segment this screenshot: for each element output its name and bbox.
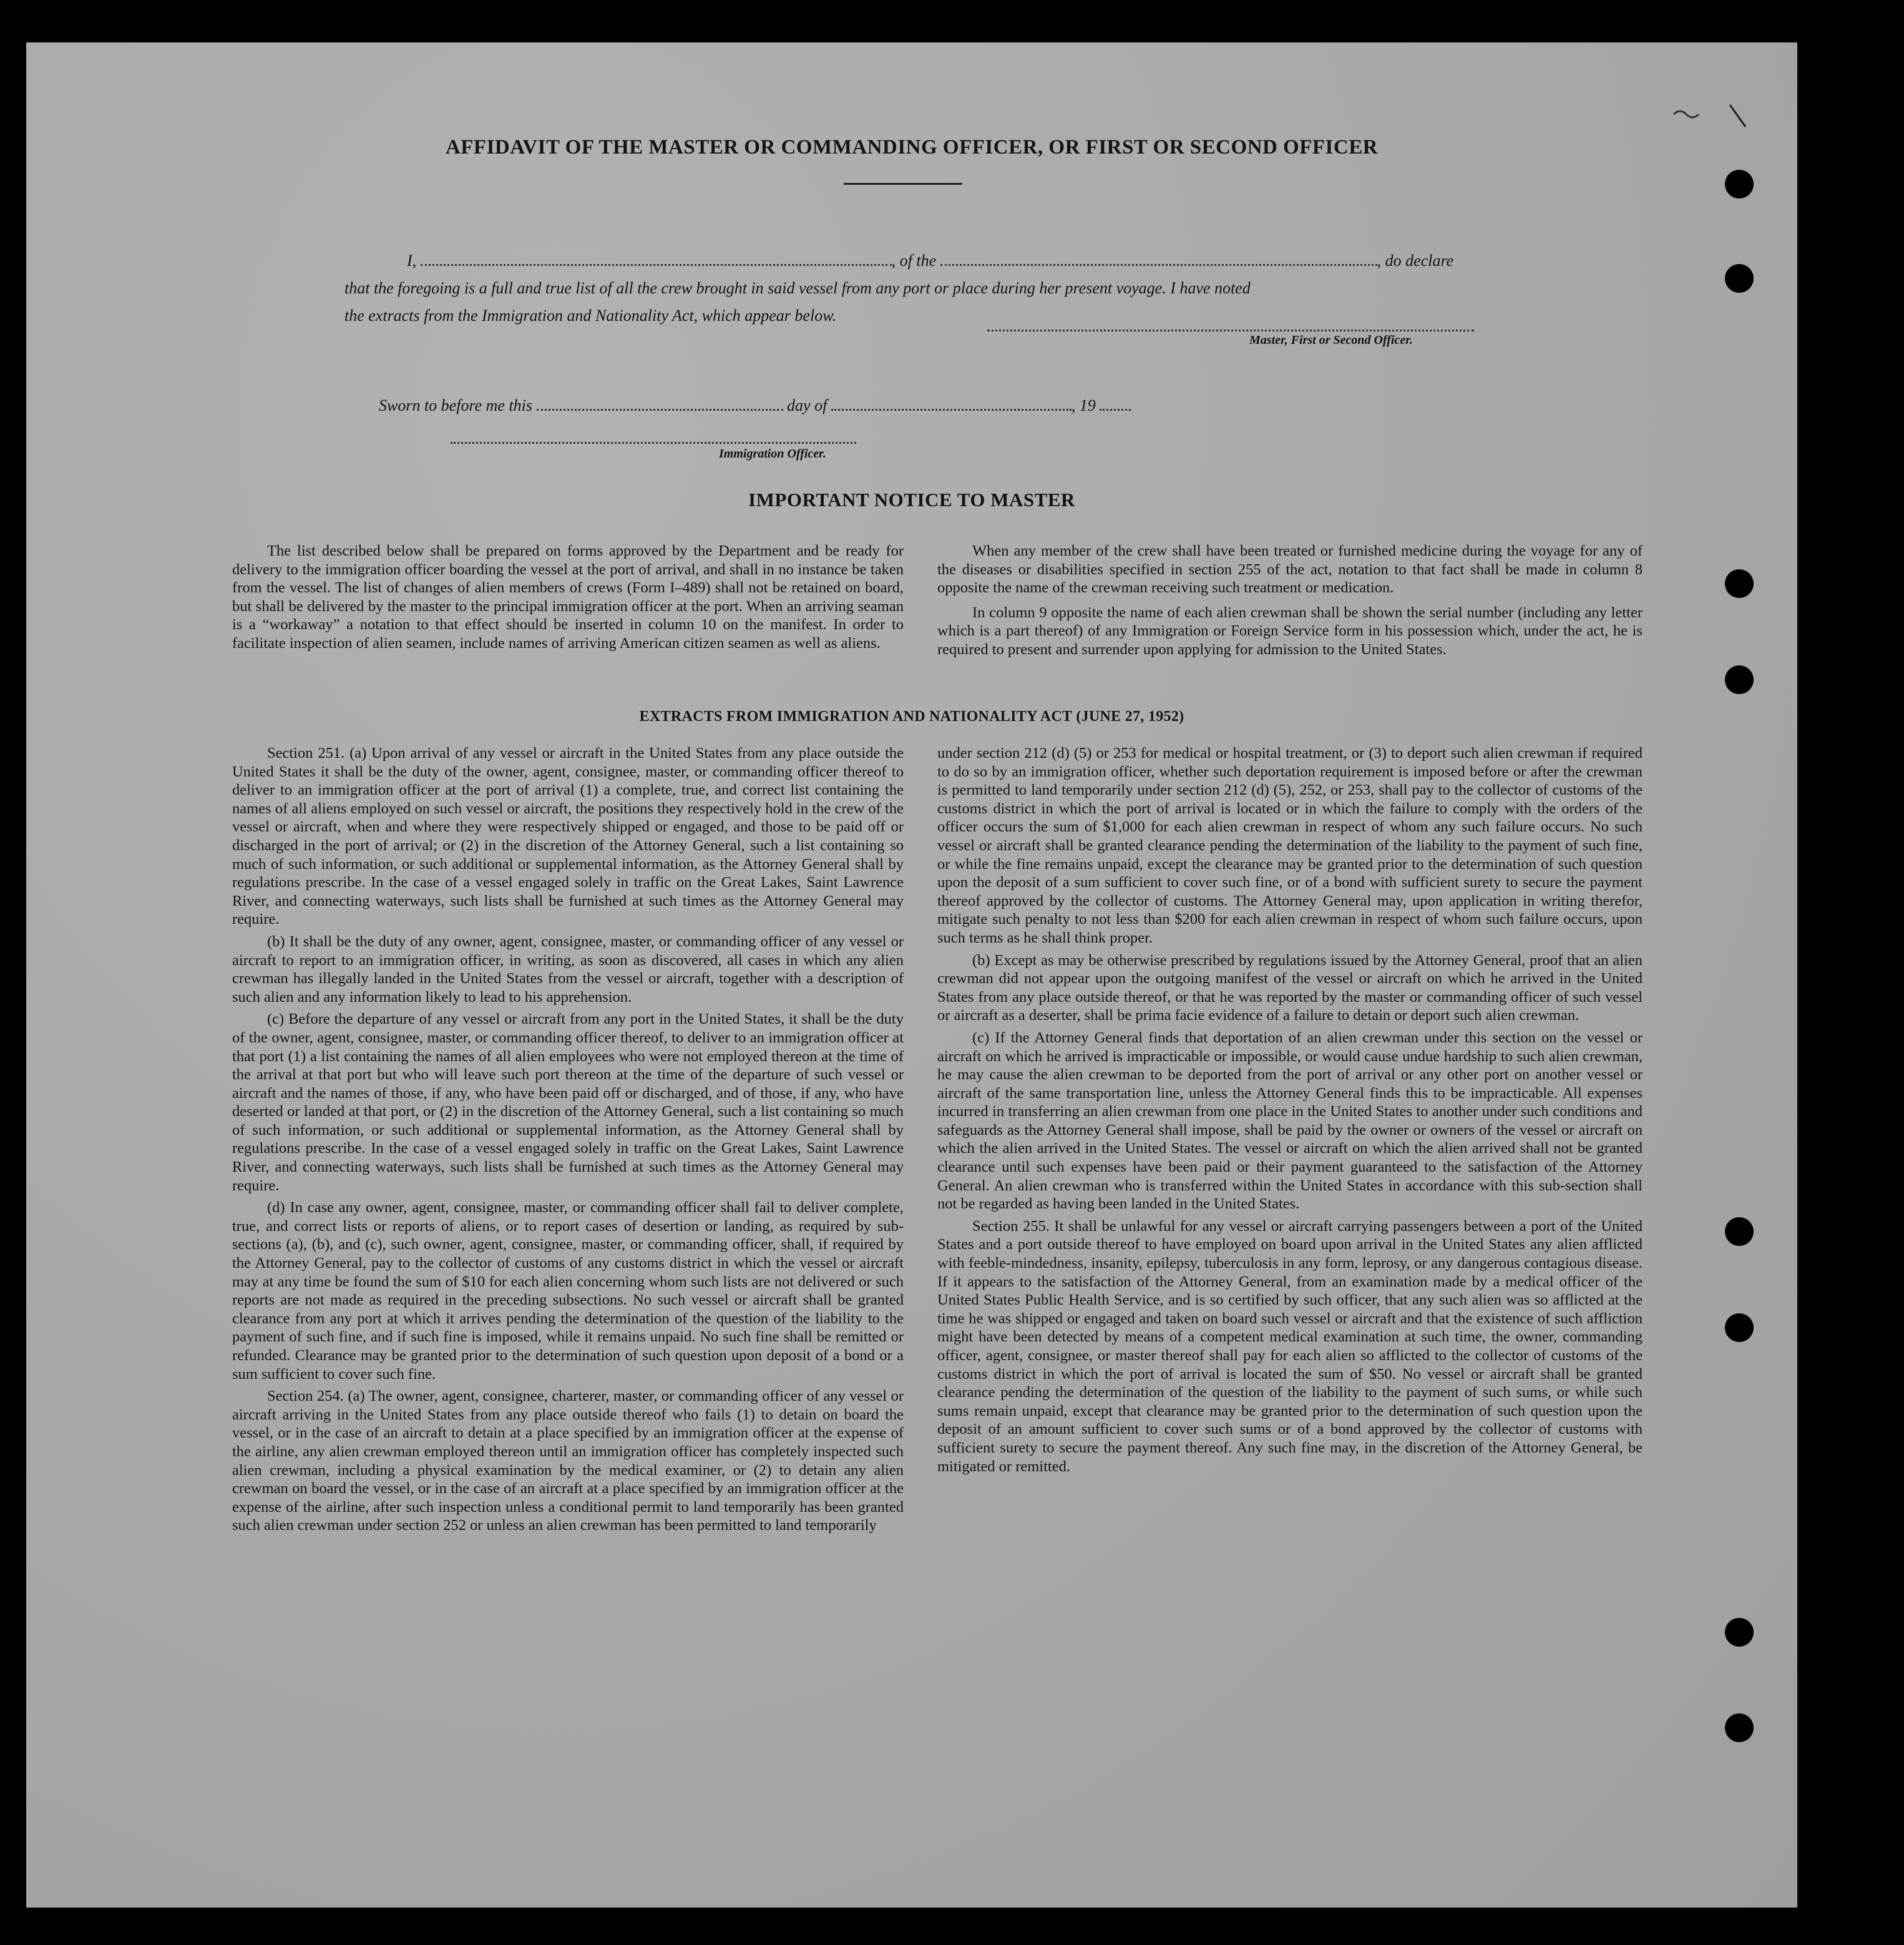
binder-hole [1725,1217,1754,1246]
affidavit-title: AFFIDAVIT OF THE MASTER OR COMMANDING OFFICER, OR FIRST OR SECOND OFFICER [445,136,1379,159]
extracts-left-column [232,744,904,1539]
notice-right-paragraph-2: In column 9 opposite the name of each alien crewman shall be shown the serial number (including any letter which is a part thereof) of any Immigration or Foreign Service form in his possession which, under the act, he is required to present and surrender upon applying for admission to the United States. [937,604,1643,658]
section-254-a-continued: under section 212 (d) (5) or 253 for medical or hospital treatment, or (3) to deport such alien crewman if required to do so by an immigration officer, whether such deportation requirement is imposed before or after the crewman is permitted to land temporarily under section 212 (d) (5), 252, or 253, shall pay to the collector of customs of the customs district in which the port of arrival is located or in which the failure to comply with the orders of the officer occurs the sum of $1,000 for each alien crewman in respect of whom any such failure occurs. No such vessel or aircraft shall be granted clearance pending the determination of the liability to the payment of such fine, or while the fine remains unpaid, except the clearance may be granted prior to the determination of such question upon the deposit of a sum sufficient to cover such fine, or of a bond with sufficient surety to secure the payment thereof approved by the collector of customs. The Attorney General may, upon application in writing therefor, mitigate such penalty to not less than $200 for each alien crewman in respect of whom such failure occurs, upon such terms as he shall think proper. [937,745,1643,946]
sworn-month-field [831,404,1072,411]
immigration-officer-caption: Immigration Officer. [719,447,826,461]
notice-left-column [232,542,904,657]
declarant-prefix: I, [407,252,417,270]
binder-hole [1725,170,1754,198]
extracts-title: EXTRACTS FROM IMMIGRATION AND NATIONALITY ACT (JUNE 27, 1952) [639,708,1184,725]
section-251-c: (c) Before the departure of any vessel or aircraft from any port in the United States, it shall be the duty of the owner, agent, consignee, master, or commanding officer thereof, to deliver to an immigration officer at that port (1) a list containing the names of all alien employees who were not employed thereon at the time of the arrival at that port but who will leave such port thereon at the time of the departure of such vessel or aircraft and the names of those, if any, who have been paid off or discharged, and of those, if any, who have deserted or landed at that port, or (2) in the discretion of the Attorney General, such a list containing so much of such information, or such additional or supplemental information, as the Attorney General shall by regulations prescribe. In the case of a vessel engaged solely in traffic on the Great Lakes, Saint Lawrence River, and connecting waterways, such lists shall be furnished at such times as the Attorney General may require. [232,1011,904,1194]
binder-hole [1725,1313,1754,1342]
declaration-line-1 [344,247,1499,275]
handwritten-mark [1661,89,1755,133]
vessel-name-field [940,259,1377,266]
notice-right-paragraph-1: When any member of the crew shall have been treated or furnished medicine during the voyage for any of the diseases or disabilities specified in section 255 of the act, notation to that fact shall be made in column 8 opposite the name of the crewman receiving such treatment or medication. [937,542,1643,597]
binder-hole [1725,1618,1754,1647]
master-caption: Master, First or Second Officer. [1249,333,1413,347]
document-page [26,42,1797,1908]
sworn-day-field [537,404,783,411]
sworn-text: Sworn to before me this [379,396,533,414]
day-of-text: day of [787,396,828,414]
immigration-officer-signature-line [451,442,856,444]
sworn-line [379,392,1315,419]
section-251-b: (b) It shall be the duty of any owner, agent, consignee, master, or commanding officer of any vessel or aircraft to report to an immigration officer, in writing, as soon as discovered, all cases in which any alien crewman has illegally landed in the United States from the vessel or aircraft, together with a description of such alien and any information likely to lead to his apprehension. [232,933,904,1006]
binder-hole [1725,569,1754,598]
declaration-line-2: that the foregoing is a full and true list of all the crew brought in said vessel from any port or place during her present voyage. I have noted [344,279,1251,297]
section-254-a: Section 254. (a) The owner, agent, consignee, charterer, master, or commanding officer of any vessel or aircraft arriving in the United States from any place outside thereof who fails (1) to detain on board the vessel, or in the case of an aircraft to detain at a place specified by an immigration officer at the expense of the airline, any alien crewman employed thereon until an immigration officer has completely inspected such alien crewman, including a physical examination by the medical examiner, or (2) to detain any alien crewman on board the vessel, or in the case of an aircraft at a place specified by an immigration officer at the expense of the airline, after such inspection unless a conditional permit to land temporarily has been granted such alien crewman under section 252 or unless an alien crewman has been permitted to land temporarily [232,1388,904,1534]
notice-right-column [937,542,1643,663]
notice-left-paragraph: The list described below shall be prepared on forms approved by the Department and be ready for delivery to the immigration officer boarding the vessel at the port of arrival, and shall in no instance be taken from the vessel. The list of changes of alien members of crews (Form I–489) shall not be retained on board, but shall be delivered by the master to the principal immigration officer at the port. When an arriving seaman is a “workaway” a notation to that effect should be inserted in column 10 on the manifest. In order to facilitate inspection of alien seamen, include names of arriving American citizen seamen as well as aliens. [232,542,904,652]
section-254-b: (b) Except as may be otherwise prescribed by regulations issued by the Attorney General, proof that an alien crewman did not appear upon the outgoing manifest of the vessel or aircraft on which he arrived in the United States from any place outside thereof, or that he was reported by the master or commanding officer of such vessel or aircraft as a deserter, shall be prima facie evidence of a failure to detain or deport such alien crewman. [937,951,1643,1024]
section-251-d: (d) In case any owner, agent, consignee, master, or commanding officer shall fail to deliver complete, true, and correct lists or reports of aliens, or to report cases of desertion or landing, as required by sub-sections (a), (b), and (c), such owner, agent, consignee, master, or commanding officer, shall, if required by the Attorney General, pay to the collector of customs of any customs district in which the vessel or aircraft may at any time be found the sum of $10 for each alien concerning whom such lists are not delivered or such reports are not made as required in the preceding subsections. No such vessel or aircraft shall be granted clearance from any port at which it arrives pending the determination of the question of the liability to the payment of such fine, and if such fine is imposed, while it remains unpaid. No such fine shall be remitted or refunded. Clearance may be granted prior to the determination of such question upon deposit of a bond or a sum sufficient to cover such fine. [232,1199,904,1383]
binder-hole [1725,665,1754,694]
binder-hole [1725,264,1754,293]
section-251-a: Section 251. (a) Upon arrival of any vessel or aircraft in the United States from any place outside the United States it shall be the duty of the owner, agent, consignee, master, or commanding officer thereof to deliver to an immigration officer at the port of arrival (1) a complete, true, and correct list containing the names of all aliens employed on such vessel or aircraft, the positions they respectively hold in the crew of the vessel or aircraft, when and where they were respectively shipped or engaged, and those to be paid off or discharged in the port of arrival; or (2) in the discretion of the Attorney General, such a list containing so much of such information, or such additional or supplemental information, as the Attorney General shall by regulations prescribe. In the case of a vessel engaged solely in traffic on the Great Lakes, Saint Lawrence River, and connecting waterways, such lists shall be furnished at such times as the Attorney General may require. [232,745,904,928]
notice-title: IMPORTANT NOTICE TO MASTER [748,489,1075,511]
master-signature-line [987,330,1474,331]
declarant-name-field [421,259,892,266]
section-254-c: (c) If the Attorney General finds that deportation of an alien crewman under this section on the vessel or aircraft on which he arrived is impracticable or impossible, or would cause undue hardship to such alien crewman, he may cause the alien crewman to be deported from the port of arrival or any other port on another vessel or aircraft of the same transportation line, unless the Attorney General finds this to be impracticable. All expenses incurred in transferring an alien crewman from one place in the United States to another under such conditions and safeguards as the Attorney General shall impose, shall be paid by the owner or owners of the vessel or aircraft on which the alien arrived in the United States. The vessel or aircraft on which the alien arrived shall not be granted clearance until such expenses have been paid or their payment guaranteed to the satisfaction of the Attorney General. An alien crewman who is transferred within the United States in accordance with this sub-section shall not be regarded as having been landed in the United States. [937,1029,1643,1213]
of-the-text: , of the [891,252,937,270]
year-prefix: , 19 [1071,396,1096,414]
sworn-year-field [1100,404,1131,411]
title-underline [844,183,962,185]
do-declare-text: , do declare [1377,252,1454,270]
section-255: Section 255. It shall be unlawful for any vessel or aircraft carrying passengers between a port of the United States and a port outside thereof to have employed on board upon arrival in the United States any alien afflicted with feeble-mindedness, insanity, epilepsy, tuberculosis in any form, leprosy, or any dangerous contagious disease. If it appears to the satisfaction of the Attorney General, from an examination made by a medical officer of the United States Public Health Service, and is so certified by such officer, that any such alien was so afflicted at the time he was shipped or engaged and taken on board such vessel or aircraft and that the existence of such affliction might have been detected by means of a competent medical examination at such time, the owner, commanding officer, agent, consignee, or master thereof shall pay for each alien so afflicted to the collector of customs of the customs district in which the port of arrival is located the sum of $50. No vessel or aircraft shall be granted clearance pending the determination of the question of the liability to the payment of such sums, or while such sums remain unpaid, except that clearance may be granted prior to the determination of such question upon the deposit of an amount sufficient to cover such sums or of a bond approved by the collector of customs with sufficient surety to secure the payment thereof. Any such fine may, in the discretion of the Attorney General, be mitigated or remitted. [937,1217,1643,1475]
extracts-right-column [937,744,1643,1479]
binder-hole [1725,1713,1754,1742]
declaration-line-3: the extracts from the Immigration and Nationality Act, which appear below. [344,306,837,325]
